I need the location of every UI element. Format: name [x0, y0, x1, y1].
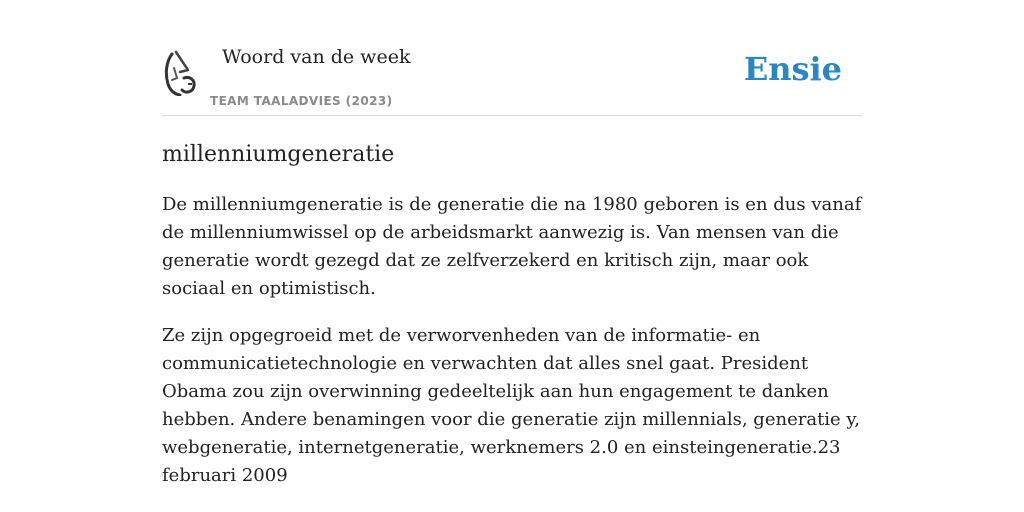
author-label: TEAM TAALADVIES (2023)	[210, 94, 393, 108]
card-header	[162, 40, 862, 116]
category-label: Woord van de week	[222, 46, 411, 68]
article-card	[162, 40, 862, 490]
article-title: millenniumgeneratie	[162, 142, 395, 167]
article-paragraph-1: De millenniumgeneratie is de generatie die na 1980 geboren is en dus vanaf de millenniumwissel op de arbeidsmarkt aanwezig is. Van mensen van die generatie wordt gezegd dat ze zelfverzekerd en kritisch zijn, maar ook sociaal en optimistisch.	[162, 194, 862, 299]
lion-logo-icon	[162, 48, 198, 96]
brand-logo-text[interactable]: Ensie	[743, 50, 842, 88]
article-paragraph-2: Ze zijn opgegroeid met de verworvenheden van de informatie- en communicatietechnologie en verwachten dat alles snel gaat. President Obama zou zijn overwinning gedeeltelijk aan hun engagement te danken hebben. Andere benamingen voor die generatie zijn millennials, generatie y, webgeneratie, internetgeneratie, werknemers 2.0 en einsteingeneratie.23 februari 2009	[162, 325, 860, 486]
